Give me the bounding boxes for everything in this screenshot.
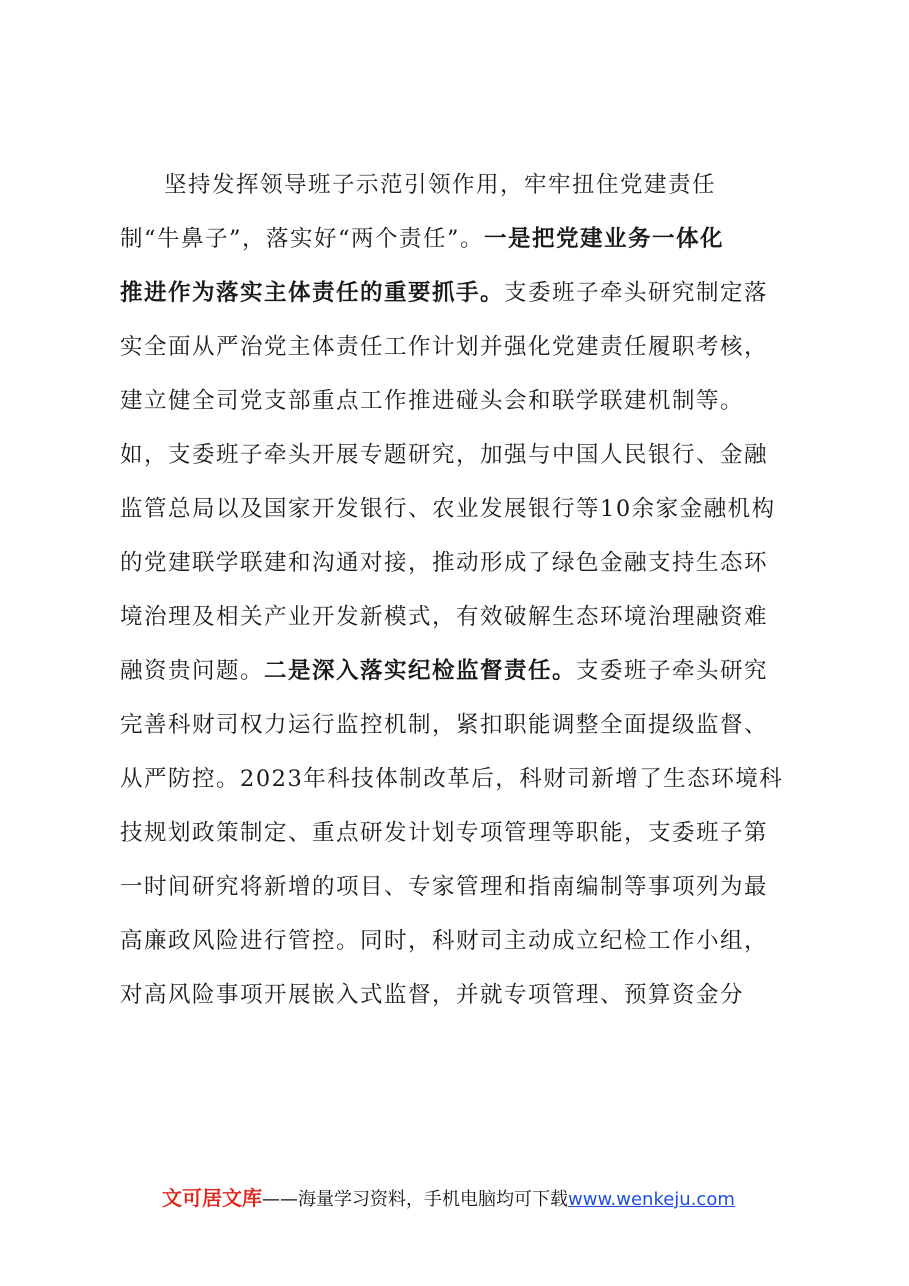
text-line <box>120 541 800 595</box>
bold-text-run: 推进作为落实主体责任的重要抓手。 <box>120 280 505 306</box>
text-run: 坚持发挥领导班子示范引领作用，牢牢扭住党建责任 <box>164 172 717 198</box>
text-line <box>120 649 800 703</box>
text-line <box>120 919 800 973</box>
text-run: 境治理及相关产业开发新模式，有效破解生态环境治理融资难 <box>120 604 769 630</box>
footer-banner <box>162 1183 735 1213</box>
text-run: 如，支委班子牵头开展专题研究，加强与中国人民银行、金融 <box>120 442 769 468</box>
text-run: 技规划政策制定、重点研发计划专项管理等职能，支委班子第 <box>120 820 769 846</box>
text-run: 建立健全司党支部重点工作推进碰头会和联学联建机制等。 <box>120 388 745 414</box>
text-run: 的党建联学联建和沟通对接，推动形成了绿色金融支持生态环 <box>120 550 769 576</box>
text-run: 高廉政风险进行管控。同时，科财司主动成立纪检工作小组， <box>120 928 769 954</box>
text-line <box>120 325 800 379</box>
text-run: 融资贵问题。 <box>120 658 265 684</box>
footer-website-link[interactable]: www.wenkeju.com <box>568 1189 735 1210</box>
text-run: 对高风险事项开展嵌入式监督，并就专项管理、预算资金分 <box>120 982 745 1008</box>
text-run: 完善科财司权力运行监控机制，紧扣职能调整全面提级监督、 <box>120 712 769 738</box>
text-line <box>120 379 800 433</box>
text-line <box>120 433 800 487</box>
text-run: 支委班子牵头研究 <box>576 658 769 684</box>
text-run: 制“牛鼻子”，落实好“两个责任”。 <box>120 226 485 252</box>
text-line <box>120 595 800 649</box>
footer-tagline: ——海量学习资料，手机电脑均可下载 <box>262 1189 568 1210</box>
text-line <box>120 271 800 325</box>
text-line <box>120 487 800 541</box>
text-line <box>120 163 800 217</box>
text-run: 监管总局以及国家开发银行、农业发展银行等10余家金融机构 <box>120 496 776 522</box>
bold-text-run: 二是深入落实纪检监督责任。 <box>264 658 577 684</box>
text-line <box>120 865 800 919</box>
document-body <box>120 163 800 1027</box>
text-line <box>120 757 800 811</box>
text-run: 一时间研究将新增的项目、专家管理和指南编制等事项列为最 <box>120 874 769 900</box>
text-line <box>120 973 800 1027</box>
text-line <box>120 703 800 757</box>
bold-text-run: 一是把党建业务一体化 <box>484 226 725 252</box>
text-line <box>120 217 800 271</box>
text-run: 支委班子牵头研究制定落 <box>504 280 769 306</box>
text-run: 实全面从严治党主体责任工作计划并强化党建责任履职考核， <box>120 334 769 360</box>
text-run: 从严防控。2023年科技体制改革后，科财司新增了生态环境科 <box>120 766 784 792</box>
text-line <box>120 811 800 865</box>
footer-brand: 文可居文库 <box>162 1186 262 1210</box>
